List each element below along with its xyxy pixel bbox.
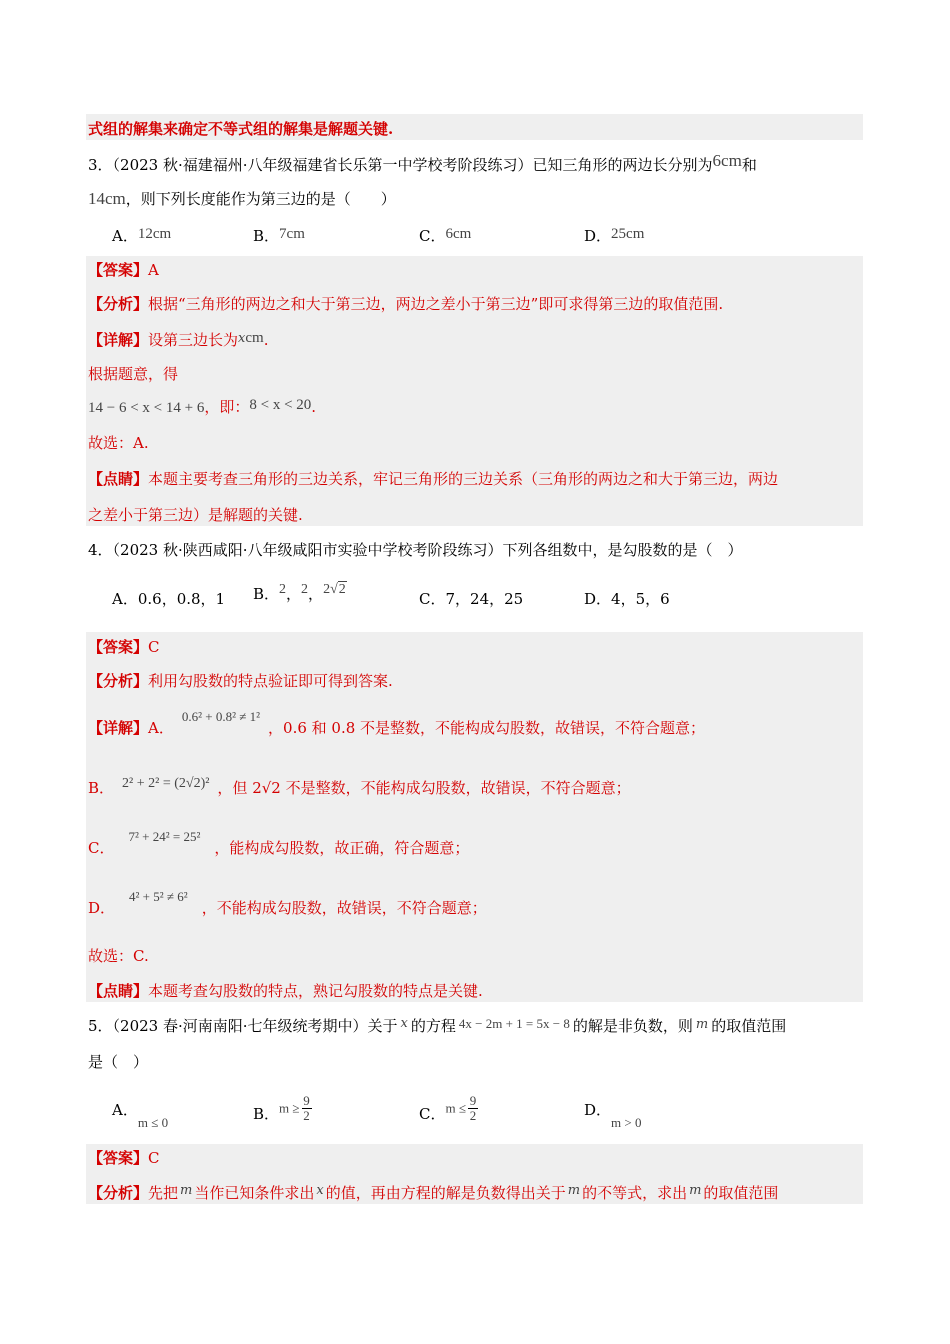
q4-option-b-radicand: 2 — [338, 582, 346, 597]
q5-stem-3: 的解是非负数，则 — [572, 1017, 693, 1035]
q4-option-b-num-3: 2√2 — [323, 582, 346, 597]
q4-detail-d-math: 4² + 5² ≠ 6² — [129, 889, 188, 904]
q4-analysis: 利用勾股数的特点验证即可得到答案. — [148, 672, 393, 690]
q3-detail-var: x — [238, 331, 246, 346]
q5-option-c-frac-den: 2 — [469, 1108, 477, 1123]
q5-option-b-frac-den: 2 — [303, 1108, 310, 1123]
q5-option-d-label: D． — [584, 1101, 612, 1119]
q3-option-b[interactable] — [253, 226, 305, 247]
q4-detail-b-label: B． — [88, 779, 115, 797]
q4-option-c[interactable] — [419, 589, 523, 609]
q4-detail-tag: 【详解】 — [88, 719, 149, 737]
q3-stem-part-1: 3．（2023 秋·福建福州·八年级福建省长乐第一中学校考阶段练习）已知三角形的两边长分别为 — [88, 156, 713, 174]
q4-option-b-label: B． — [253, 585, 280, 603]
q4-option-c-label: C． — [419, 590, 446, 608]
q3-detail-line — [88, 330, 268, 352]
q3-option-c-value: 6cm — [445, 226, 472, 242]
q3-stem-line-2 — [88, 189, 396, 209]
q4-comment-line — [88, 981, 483, 1001]
q3-stem-line-1 — [88, 151, 757, 175]
q4-detail-d-text: ，不能构成勾股数，故错误，不符合题意； — [201, 899, 487, 917]
q3-detail-end: . — [263, 331, 269, 349]
q3-analysis: 根据“三角形的两边之和大于第三边，两边之差小于第三边”即可求得第三边的取值范围. — [148, 295, 724, 313]
q5-var-x: x — [400, 1016, 408, 1031]
q5-option-b-frac-num: 9 — [303, 1093, 310, 1108]
q5-analysis-var-m-3: m — [689, 1183, 702, 1198]
q3-value-14cm: 14cm — [88, 189, 126, 208]
q3-stem-part-2: ，则下列长度能作为第三边的是（ ） — [125, 190, 396, 208]
q5-answer-tag: 【答案】 — [88, 1149, 149, 1167]
q5-option-c-prefix: m ≤ — [445, 1100, 466, 1116]
q5-option-c-label: C． — [419, 1104, 446, 1123]
q3-answer-line — [88, 260, 159, 280]
q4-option-a-label: A． — [112, 590, 138, 608]
q4-comment-tag: 【点睛】 — [88, 982, 149, 1000]
q5-option-a-label: A． — [112, 1101, 138, 1119]
q5-analysis-1: 先把 — [148, 1184, 179, 1202]
q4-detail-c-math: 7² + 24² = 25² — [128, 829, 201, 844]
q5-analysis-5: 的取值范围 — [703, 1184, 779, 1202]
q5-option-c-frac-num: 9 — [469, 1093, 477, 1108]
q4-detail-c-line — [88, 829, 470, 859]
q3-ineq-1: 14 − 6 < x < 14 + 6 — [88, 400, 205, 416]
q4-option-a-value: 0.6，0.8，1 — [137, 590, 226, 608]
q4-detail-b-math: 2² + 2² = (2√2)² — [122, 776, 210, 791]
prev-comment-tail: 式组的解集来确定不等式组的解集是解题关键. — [88, 120, 394, 138]
q4-detail-a-math: 0.6² + 0.8² ≠ 1² — [181, 709, 261, 724]
q5-stem-1: 5．（2023 春·河南南阳·七年级统考期中）关于 — [88, 1017, 398, 1035]
q4-option-a[interactable] — [112, 589, 225, 609]
q5-answer-line — [88, 1148, 160, 1168]
q5-stem-4: 的取值范围 — [711, 1017, 787, 1035]
q4-option-b-num-2: 2 — [301, 582, 309, 597]
q3-option-d-value: 25cm — [611, 226, 645, 242]
q4-detail-d-line — [88, 889, 487, 919]
q4-analysis-tag: 【分析】 — [88, 672, 149, 690]
q4-option-c-value: 7，24，25 — [445, 590, 524, 608]
q5-option-b-prefix: m ≥ — [279, 1100, 300, 1116]
q5-option-b-label: B． — [253, 1104, 280, 1123]
q5-stem-2: 的方程 — [410, 1017, 456, 1035]
q3-ineq-end: . — [311, 398, 317, 416]
q4-option-d[interactable] — [584, 589, 670, 609]
q3-comment-1: 本题主要考查三角形的三边关系，牢记三角形的三边关系（三角形的两边之和大于第三边，两边 — [148, 470, 779, 488]
q3-option-a[interactable] — [112, 226, 171, 247]
q3-option-a-label: A． — [112, 227, 138, 245]
q4-detail-a-line — [88, 709, 706, 739]
q4-analysis-line — [88, 671, 393, 691]
q5-option-d[interactable] — [584, 1100, 642, 1130]
q3-detail-unit: cm — [245, 330, 264, 346]
q3-inequality-line — [88, 397, 316, 418]
q5-option-c-fraction — [468, 1094, 478, 1123]
q4-detail-a-text: ，0.6 和 0.8 不是整数，不能构成勾股数，故错误，不符合题意； — [268, 719, 706, 737]
q3-analysis-line — [88, 294, 723, 314]
q3-analysis-tag: 【分析】 — [88, 295, 149, 313]
q3-comment-line-1 — [88, 469, 778, 489]
q5-stem-line-1 — [88, 1016, 786, 1038]
q3-option-a-value: 12cm — [137, 226, 172, 242]
q5-answer: C — [148, 1149, 160, 1167]
q5-option-a[interactable] — [112, 1100, 169, 1130]
q4-answer-line — [88, 637, 160, 657]
q5-option-c[interactable] — [419, 1094, 478, 1123]
q5-stem-line-2: 是（ ） — [88, 1053, 149, 1071]
q4-detail-a-label: A． — [148, 719, 174, 737]
q3-option-c[interactable] — [419, 226, 471, 247]
q4-detail-d-label: D． — [88, 899, 116, 917]
q5-option-b-fraction — [302, 1094, 312, 1123]
q3-answer-tag: 【答案】 — [88, 261, 149, 279]
q5-analysis-3: 的值，再由方程的解是负数得出关于 — [325, 1184, 566, 1202]
q4-option-b[interactable] — [253, 584, 347, 606]
q4-choose: 故选：C. — [88, 947, 149, 965]
q4-detail-c-text: ，能构成勾股数，故正确，符合题意； — [214, 839, 470, 857]
q5-analysis-var-m-1: m — [180, 1183, 193, 1198]
q3-option-b-label: B． — [253, 227, 280, 245]
q3-answer: A — [148, 261, 159, 279]
q5-option-d-value: m > 0 — [611, 1115, 642, 1130]
q3-value-6cm: 6cm — [712, 151, 742, 170]
q3-choose: 故选：A. — [88, 434, 149, 452]
q3-option-b-value: 7cm — [279, 226, 305, 242]
q4-option-b-num-1: 2 — [279, 582, 287, 597]
q3-stem-and: 和 — [741, 156, 757, 174]
q5-option-a-value: m ≤ 0 — [137, 1115, 169, 1130]
q3-option-c-label: C． — [419, 227, 446, 245]
q3-detail-1: 设第三边长为 — [148, 331, 239, 349]
q4-detail-b-line — [88, 778, 631, 800]
q3-detail-line-2: 根据题意，得 — [88, 365, 179, 383]
q3-ineq-sep: ，即： — [204, 398, 250, 416]
q4-detail-c-label: C． — [88, 839, 115, 857]
q3-comment-line-2: 之差小于第三边）是解题的关键. — [88, 506, 303, 524]
q5-option-b[interactable] — [253, 1094, 312, 1123]
q4-stem: 4．（2023 秋·陕西咸阳·八年级咸阳市实验中学校考阶段练习）下列各组数中，是勾股数的是（ ） — [88, 541, 743, 559]
q3-option-d[interactable] — [584, 226, 644, 247]
q4-option-b-sep-2: ， — [308, 585, 324, 603]
q4-option-d-label: D． — [584, 590, 612, 608]
q5-analysis-var-x: x — [316, 1183, 324, 1198]
q4-detail-b-text: ，但 2√2 不是整数，不能构成勾股数，故错误，不符合题意； — [217, 779, 631, 797]
q5-analysis-tag: 【分析】 — [88, 1184, 149, 1202]
q5-analysis-4: 的不等式，求出 — [582, 1184, 688, 1202]
q5-analysis-2: 当作已知条件求出 — [194, 1184, 315, 1202]
q3-option-d-label: D． — [584, 227, 612, 245]
q3-ineq-2: 8 < x < 20 — [249, 397, 312, 413]
q5-analysis-var-m-2: m — [567, 1183, 581, 1198]
q5-analysis-line — [88, 1183, 778, 1205]
q4-option-b-coef: 2 — [323, 582, 331, 597]
q4-answer-tag: 【答案】 — [88, 638, 149, 656]
q3-comment-tag: 【点睛】 — [88, 470, 149, 488]
q5-equation: 4x − 2m + 1 = 5x − 8 — [458, 1016, 570, 1031]
q5-var-m: m — [695, 1017, 709, 1032]
q3-detail-tag: 【详解】 — [88, 331, 149, 349]
q4-comment: 本题考查勾股数的特点，熟记勾股数的特点是关键. — [148, 982, 483, 1000]
q4-answer: C — [148, 638, 160, 656]
q4-option-b-sep-1: ， — [286, 585, 302, 603]
q4-option-d-value: 4，5，6 — [611, 590, 670, 608]
